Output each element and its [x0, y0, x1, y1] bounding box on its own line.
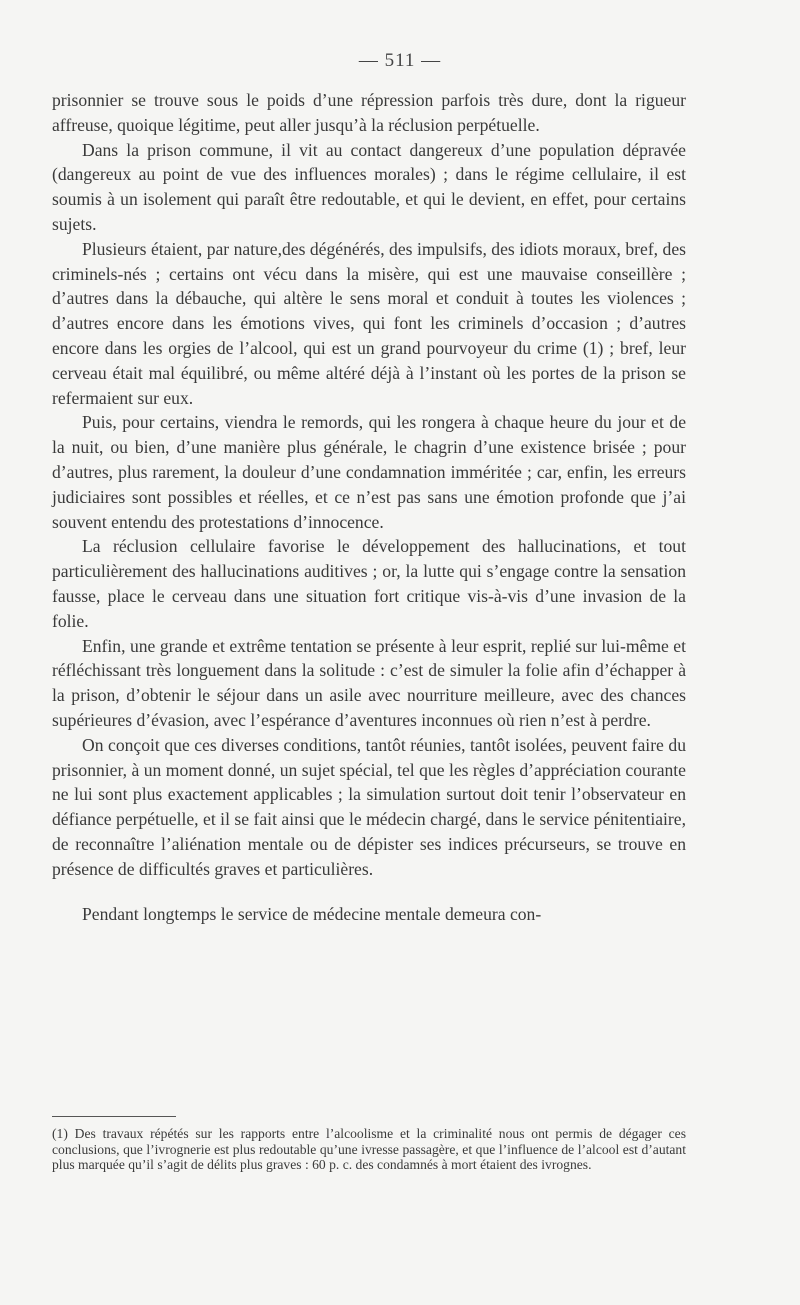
paragraph-4: Puis, pour certains, viendra le remords, qui les rongera à chaque heure du jour et de la nuit, ou bien, d’une manière plus générale, le chagrin d’une existence brisée ; pour d’autres, plus rarement, la douleur d’une condamnation imméritée ; car, enfin, les erreurs judiciaires sont possibles et réelles, et ce n’est pas sans une émotion profonde que j’ai souvent entendu des protestations d’innocence.: [52, 412, 686, 532]
footnote: [52, 1126, 686, 1173]
paragraph-8: Pendant longtemps le service de médecine mentale demeura con-: [82, 903, 542, 924]
footnote-text: (1) Des travaux répétés sur les rapports entre l’alcoolisme et la criminalité nous ont permis de dégager ces conclusions, que l’ivrognerie est plus redoutable qu’une ivresse passagère, et que l’influence de l’alcool est d’autant plus marquée qu’il s’agit de délits plus graves : 60 p. c. des condamnés à mort étaient des ivrognes.: [52, 1126, 686, 1173]
paragraph-7: On conçoit que ces diverses conditions, tantôt réunies, tantôt isolées, peuvent faire du prisonnier, à un moment donné, un sujet spécial, tel que les règles d’appréciation courante ne lui sont plus exactement applicables ; la simulation surtout doit tenir l’observateur en défiance perpétuelle, et il se fait ainsi que le médecin chargé, dans le service pénitentiaire, de reconnaître l’aliénation mentale ou de dépister ses indices précurseurs, se trouve en présence de difficultés graves et particulières.: [52, 734, 686, 879]
footnote-divider: [52, 1116, 176, 1117]
body-text: [52, 88, 686, 926]
page-number: — 511 —: [358, 50, 442, 71]
paragraph-3: Plusieurs étaient, par nature,des dégénérés, des impulsifs, des idiots moraux, bref, des criminels-nés ; certains ont vécu dans la misère, qui est une mauvaise conseillère ; d’autres dans la débauche, qui altère le sens moral et conduit à toutes les violences ; d’autres encore dans les émotions vives, qui font les criminels d’occasion ; d’autres encore dans les orgies de l’alcool, qui est un grand pourvoyeur du crime (1) ; bref, leur cerveau était mal équilibré, ou même altéré déjà à l’instant où les portes de la prison se refermaient sur eux.: [52, 238, 686, 408]
paragraph-1: prisonnier se trouve sous le poids d’une répression parfois très dure, dont la rigueur affreuse, quoique légitime, peut aller jusqu’à la réclusion perpétuelle.: [52, 90, 686, 135]
paragraph-2: Dans la prison commune, il vit au contact dangereux d’une population dépravée (dangereux au point de vue des influences morales) ; dans le régime cellulaire, il est soumis à un isolement qui paraît être redoutable, et qui le devient, en effet, pour certains sujets.: [52, 139, 686, 234]
paragraph-5: La réclusion cellulaire favorise le développement des hallucinations, et tout particulièrement des hallucinations auditives ; or, la lutte qui s’engage contre la sensation fausse, place le cerveau dans une situation fort critique vis-à-vis d’une invasion de la folie.: [52, 536, 686, 631]
paragraph-6: Enfin, une grande et extrême tentation se présente à leur esprit, replié sur lui-même et réfléchissant très longuement dans la solitude : c’est de simuler la folie afin d’échapper à la prison, d’obtenir le séjour dans un asile avec nourriture meilleure, avec des chances supérieures d’évasion, avec l’espérance d’aventures inconnues où rien n’est à perdre.: [52, 635, 686, 730]
